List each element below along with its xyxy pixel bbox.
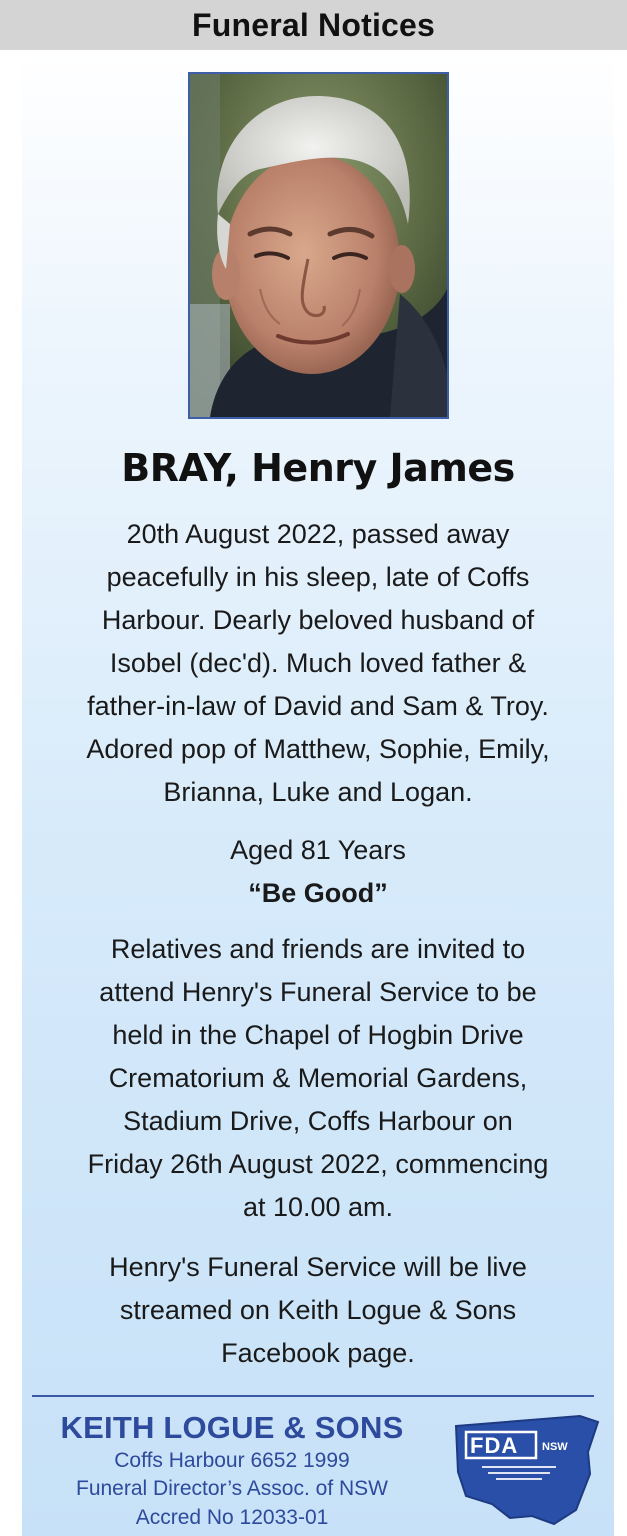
- funeral-director-accreditation: Accred No 12033-01: [135, 1506, 329, 1529]
- text-line: attend Henry's Funeral Service to be: [99, 977, 537, 1007]
- text-line: Stadium Drive, Coffs Harbour on: [123, 1106, 513, 1136]
- age-line: [22, 829, 614, 872]
- portrait-photo: [188, 72, 449, 419]
- text-line: at 10.00 am.: [242, 1192, 394, 1222]
- age-text: Aged 81 Years: [230, 835, 406, 865]
- text-line: Relatives and friends are invited to: [110, 934, 526, 964]
- logo-letters: FDA: [470, 1433, 519, 1458]
- logo-state: NSW: [542, 1441, 568, 1453]
- text-line: held in the Chapel of Hogbin Drive: [112, 1020, 524, 1050]
- funeral-notice: [22, 50, 614, 1536]
- text-line: 20th August 2022, passed away: [126, 519, 510, 549]
- text-line: Brianna, Luke and Logan.: [163, 777, 473, 807]
- notice-paragraph-service: [22, 928, 614, 1229]
- deceased-name: BRAY, Henry James: [121, 446, 515, 490]
- portrait-image: [190, 74, 447, 417]
- notice-paragraph-livestream: [22, 1246, 614, 1375]
- text-line: Adored pop of Matthew, Sophie, Emily,: [86, 734, 550, 764]
- text-line: Crematorium & Memorial Gardens,: [108, 1063, 528, 1093]
- section-header: [0, 0, 627, 50]
- text-line: Friday 26th August 2022, commencing: [87, 1149, 549, 1179]
- funeral-director-phone: Coffs Harbour 6652 1999: [114, 1449, 350, 1472]
- funeral-director-association: Funeral Director’s Assoc. of NSW: [76, 1477, 388, 1500]
- text-line: father-in-law of David and Sam & Troy.: [87, 691, 549, 721]
- motto-line: [22, 872, 614, 915]
- footer-divider: [32, 1395, 594, 1397]
- section-title: Funeral Notices: [191, 6, 436, 43]
- funeral-director-name: KEITH LOGUE & SONS: [60, 1410, 404, 1445]
- text-line: Isobel (dec'd). Much loved father &: [109, 648, 527, 678]
- notice-paragraph-death: [22, 513, 614, 814]
- motto-text: “Be Good”: [248, 878, 388, 908]
- text-line: streamed on Keith Logue & Sons: [119, 1295, 517, 1325]
- text-line: Facebook page.: [221, 1338, 415, 1368]
- text-line: peacefully in his sleep, late of Coffs: [106, 562, 530, 592]
- text-line: Harbour. Dearly beloved husband of: [101, 605, 535, 635]
- nsw-map-logo-icon: [452, 1412, 602, 1527]
- text-line: Henry's Funeral Service will be live: [109, 1252, 527, 1282]
- funeral-director-footer: [22, 1410, 614, 1536]
